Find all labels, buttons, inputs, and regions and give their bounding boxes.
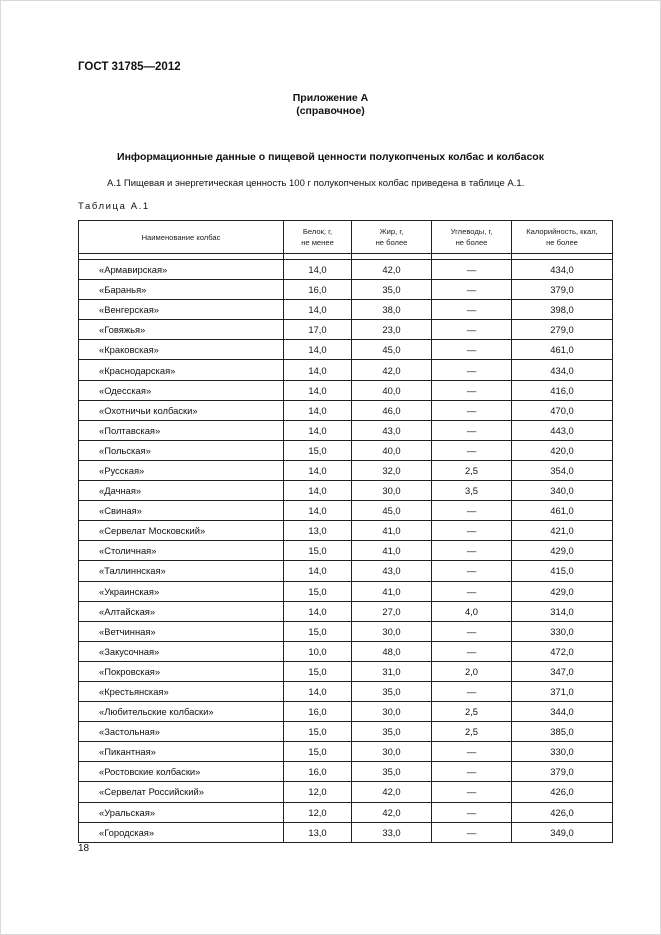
cell-carbs: — <box>432 762 512 782</box>
cell-calories: 415,0 <box>512 561 613 581</box>
cell-fat: 23,0 <box>352 320 432 340</box>
cell-carbs: 2,5 <box>432 460 512 480</box>
cell-name: «Городская» <box>79 822 284 842</box>
cell-fat: 35,0 <box>352 722 432 742</box>
table-header-row <box>79 221 613 254</box>
cell-protein: 14,0 <box>284 561 352 581</box>
header-name-label: Наименование колбас <box>141 232 221 242</box>
cell-protein: 15,0 <box>284 541 352 561</box>
cell-protein: 15,0 <box>284 621 352 641</box>
table-row <box>79 320 613 340</box>
header-carbs <box>432 221 512 254</box>
header-fat-line1: Жир, г, <box>379 227 404 236</box>
cell-name: «Таллиннская» <box>79 561 284 581</box>
cell-carbs: — <box>432 260 512 280</box>
cell-fat: 42,0 <box>352 260 432 280</box>
cell-fat: 35,0 <box>352 681 432 701</box>
cell-fat: 30,0 <box>352 621 432 641</box>
table-row <box>79 541 613 561</box>
cell-carbs: — <box>432 300 512 320</box>
table-row <box>79 621 613 641</box>
cell-name: «Покровская» <box>79 661 284 681</box>
cell-calories: 349,0 <box>512 822 613 842</box>
cell-protein: 14,0 <box>284 420 352 440</box>
cell-calories: 429,0 <box>512 541 613 561</box>
table-row <box>79 822 613 842</box>
cell-name: «Крестьянская» <box>79 681 284 701</box>
cell-name: «Краковская» <box>79 340 284 360</box>
cell-name: «Полтавская» <box>79 420 284 440</box>
header-name <box>79 221 284 254</box>
cell-carbs: 3,5 <box>432 481 512 501</box>
cell-fat: 41,0 <box>352 541 432 561</box>
cell-calories: 347,0 <box>512 661 613 681</box>
cell-calories: 314,0 <box>512 601 613 621</box>
cell-protein: 12,0 <box>284 782 352 802</box>
header-protein-line2: не менее <box>301 238 334 247</box>
table-row <box>79 561 613 581</box>
cell-name: «Венгерская» <box>79 300 284 320</box>
cell-fat: 30,0 <box>352 481 432 501</box>
table-row <box>79 481 613 501</box>
cell-name: «Сервелат Московский» <box>79 521 284 541</box>
table-row <box>79 501 613 521</box>
header-protein <box>284 221 352 254</box>
cell-carbs: — <box>432 621 512 641</box>
cell-protein: 16,0 <box>284 762 352 782</box>
cell-fat: 42,0 <box>352 802 432 822</box>
cell-calories: 443,0 <box>512 420 613 440</box>
table-row <box>79 440 613 460</box>
appendix-heading <box>0 92 661 118</box>
cell-name: «Охотничьи колбаски» <box>79 400 284 420</box>
table-row <box>79 420 613 440</box>
cell-carbs: — <box>432 420 512 440</box>
cell-calories: 470,0 <box>512 400 613 420</box>
table-row <box>79 681 613 701</box>
cell-calories: 379,0 <box>512 280 613 300</box>
cell-calories: 398,0 <box>512 300 613 320</box>
cell-fat: 40,0 <box>352 440 432 460</box>
cell-protein: 14,0 <box>284 380 352 400</box>
table-row <box>79 460 613 480</box>
cell-name: «Уральская» <box>79 802 284 822</box>
cell-calories: 461,0 <box>512 340 613 360</box>
cell-fat: 45,0 <box>352 501 432 521</box>
table-row <box>79 782 613 802</box>
cell-fat: 45,0 <box>352 340 432 360</box>
cell-carbs: — <box>432 501 512 521</box>
cell-name: «Сервелат Российский» <box>79 782 284 802</box>
appendix-subtitle: (справочное) <box>296 105 365 117</box>
cell-protein: 15,0 <box>284 661 352 681</box>
table-row <box>79 601 613 621</box>
cell-name: «Свиная» <box>79 501 284 521</box>
cell-fat: 41,0 <box>352 521 432 541</box>
cell-name: «Краснодарская» <box>79 360 284 380</box>
cell-calories: 279,0 <box>512 320 613 340</box>
appendix-title: Приложение А <box>292 92 369 104</box>
cell-carbs: — <box>432 280 512 300</box>
cell-calories: 461,0 <box>512 501 613 521</box>
cell-carbs: 2,0 <box>432 661 512 681</box>
cell-fat: 27,0 <box>352 601 432 621</box>
table-row <box>79 702 613 722</box>
cell-fat: 31,0 <box>352 661 432 681</box>
header-fat <box>352 221 432 254</box>
header-calories-line2: не более <box>546 238 578 247</box>
table-row <box>79 360 613 380</box>
cell-protein: 13,0 <box>284 822 352 842</box>
header-protein-line1: Белок, г, <box>302 227 333 236</box>
cell-name: «Столичная» <box>79 541 284 561</box>
cell-carbs: 2,5 <box>432 722 512 742</box>
cell-protein: 16,0 <box>284 280 352 300</box>
cell-fat: 30,0 <box>352 742 432 762</box>
nutrition-table <box>78 220 613 843</box>
cell-carbs: — <box>432 380 512 400</box>
cell-carbs: — <box>432 320 512 340</box>
cell-protein: 14,0 <box>284 481 352 501</box>
section-title: Информационные данные о пищевой ценности полукопченых колбас и колбасок <box>117 151 544 163</box>
table-row <box>79 581 613 601</box>
cell-name: «Одесская» <box>79 380 284 400</box>
cell-protein: 14,0 <box>284 340 352 360</box>
cell-carbs: — <box>432 561 512 581</box>
cell-calories: 472,0 <box>512 641 613 661</box>
cell-fat: 46,0 <box>352 400 432 420</box>
cell-fat: 43,0 <box>352 420 432 440</box>
cell-carbs: — <box>432 742 512 762</box>
table-caption: Таблица А.1 <box>78 201 150 212</box>
cell-fat: 42,0 <box>352 782 432 802</box>
cell-name: «Пикантная» <box>79 742 284 762</box>
header-calories-line1: Калорийность, ккал, <box>526 227 598 236</box>
cell-carbs: 4,0 <box>432 601 512 621</box>
cell-carbs: — <box>432 782 512 802</box>
table-row <box>79 280 613 300</box>
table-row <box>79 400 613 420</box>
table-row <box>79 300 613 320</box>
table-row <box>79 802 613 822</box>
cell-calories: 379,0 <box>512 762 613 782</box>
cell-carbs: — <box>432 400 512 420</box>
cell-carbs: — <box>432 822 512 842</box>
cell-carbs: — <box>432 681 512 701</box>
intro-paragraph: А.1 Пищевая и энергетическая ценность 100 г полукопченых колбас приведена в таблице А.1. <box>107 178 525 189</box>
cell-calories: 426,0 <box>512 802 613 822</box>
cell-calories: 416,0 <box>512 380 613 400</box>
cell-protein: 14,0 <box>284 260 352 280</box>
cell-name: «Дачная» <box>79 481 284 501</box>
table-row <box>79 742 613 762</box>
standard-code: ГОСТ 31785—2012 <box>78 61 181 73</box>
cell-name: «Закусочная» <box>79 641 284 661</box>
cell-protein: 16,0 <box>284 702 352 722</box>
cell-calories: 330,0 <box>512 742 613 762</box>
table-row <box>79 340 613 360</box>
cell-calories: 426,0 <box>512 782 613 802</box>
table-row <box>79 380 613 400</box>
cell-fat: 42,0 <box>352 360 432 380</box>
cell-protein: 14,0 <box>284 601 352 621</box>
cell-protein: 14,0 <box>284 501 352 521</box>
cell-calories: 434,0 <box>512 260 613 280</box>
cell-calories: 371,0 <box>512 681 613 701</box>
cell-fat: 30,0 <box>352 702 432 722</box>
cell-name: «Любительские колбаски» <box>79 702 284 722</box>
cell-name: «Украинская» <box>79 581 284 601</box>
cell-protein: 14,0 <box>284 681 352 701</box>
cell-fat: 38,0 <box>352 300 432 320</box>
cell-fat: 35,0 <box>352 762 432 782</box>
cell-name: «Ростовские колбаски» <box>79 762 284 782</box>
cell-calories: 340,0 <box>512 481 613 501</box>
table-row <box>79 641 613 661</box>
cell-protein: 17,0 <box>284 320 352 340</box>
cell-carbs: — <box>432 340 512 360</box>
cell-name: «Ветчинная» <box>79 621 284 641</box>
cell-carbs: — <box>432 541 512 561</box>
cell-carbs: — <box>432 802 512 822</box>
cell-name: «Говяжья» <box>79 320 284 340</box>
cell-carbs: — <box>432 641 512 661</box>
header-calories <box>512 221 613 254</box>
cell-calories: 330,0 <box>512 621 613 641</box>
cell-protein: 12,0 <box>284 802 352 822</box>
cell-calories: 354,0 <box>512 460 613 480</box>
cell-fat: 40,0 <box>352 380 432 400</box>
cell-fat: 33,0 <box>352 822 432 842</box>
cell-protein: 15,0 <box>284 581 352 601</box>
header-carbs-line1: Углеводы, г, <box>450 227 493 236</box>
cell-protein: 14,0 <box>284 300 352 320</box>
table-row <box>79 762 613 782</box>
cell-calories: 421,0 <box>512 521 613 541</box>
table-row <box>79 661 613 681</box>
cell-fat: 48,0 <box>352 641 432 661</box>
cell-calories: 420,0 <box>512 440 613 460</box>
cell-protein: 15,0 <box>284 742 352 762</box>
cell-protein: 14,0 <box>284 360 352 380</box>
header-carbs-line2: не более <box>455 238 488 247</box>
page-number: 18 <box>78 843 90 854</box>
cell-carbs: — <box>432 581 512 601</box>
table-row <box>79 521 613 541</box>
cell-protein: 14,0 <box>284 460 352 480</box>
cell-protein: 15,0 <box>284 440 352 460</box>
cell-name: «Застольная» <box>79 722 284 742</box>
header-fat-line2: не более <box>375 238 408 247</box>
cell-fat: 32,0 <box>352 460 432 480</box>
cell-name: «Польская» <box>79 440 284 460</box>
cell-fat: 43,0 <box>352 561 432 581</box>
table-row <box>79 722 613 742</box>
cell-calories: 434,0 <box>512 360 613 380</box>
cell-name: «Алтайская» <box>79 601 284 621</box>
cell-fat: 35,0 <box>352 280 432 300</box>
cell-calories: 385,0 <box>512 722 613 742</box>
cell-calories: 429,0 <box>512 581 613 601</box>
cell-carbs: — <box>432 521 512 541</box>
cell-protein: 14,0 <box>284 400 352 420</box>
cell-name: «Баранья» <box>79 280 284 300</box>
cell-protein: 15,0 <box>284 722 352 742</box>
cell-protein: 10,0 <box>284 641 352 661</box>
cell-calories: 344,0 <box>512 702 613 722</box>
cell-protein: 13,0 <box>284 521 352 541</box>
cell-name: «Армавирская» <box>79 260 284 280</box>
cell-carbs: — <box>432 440 512 460</box>
cell-fat: 41,0 <box>352 581 432 601</box>
cell-carbs: 2,5 <box>432 702 512 722</box>
cell-carbs: — <box>432 360 512 380</box>
cell-name: «Русская» <box>79 460 284 480</box>
table-row <box>79 260 613 280</box>
